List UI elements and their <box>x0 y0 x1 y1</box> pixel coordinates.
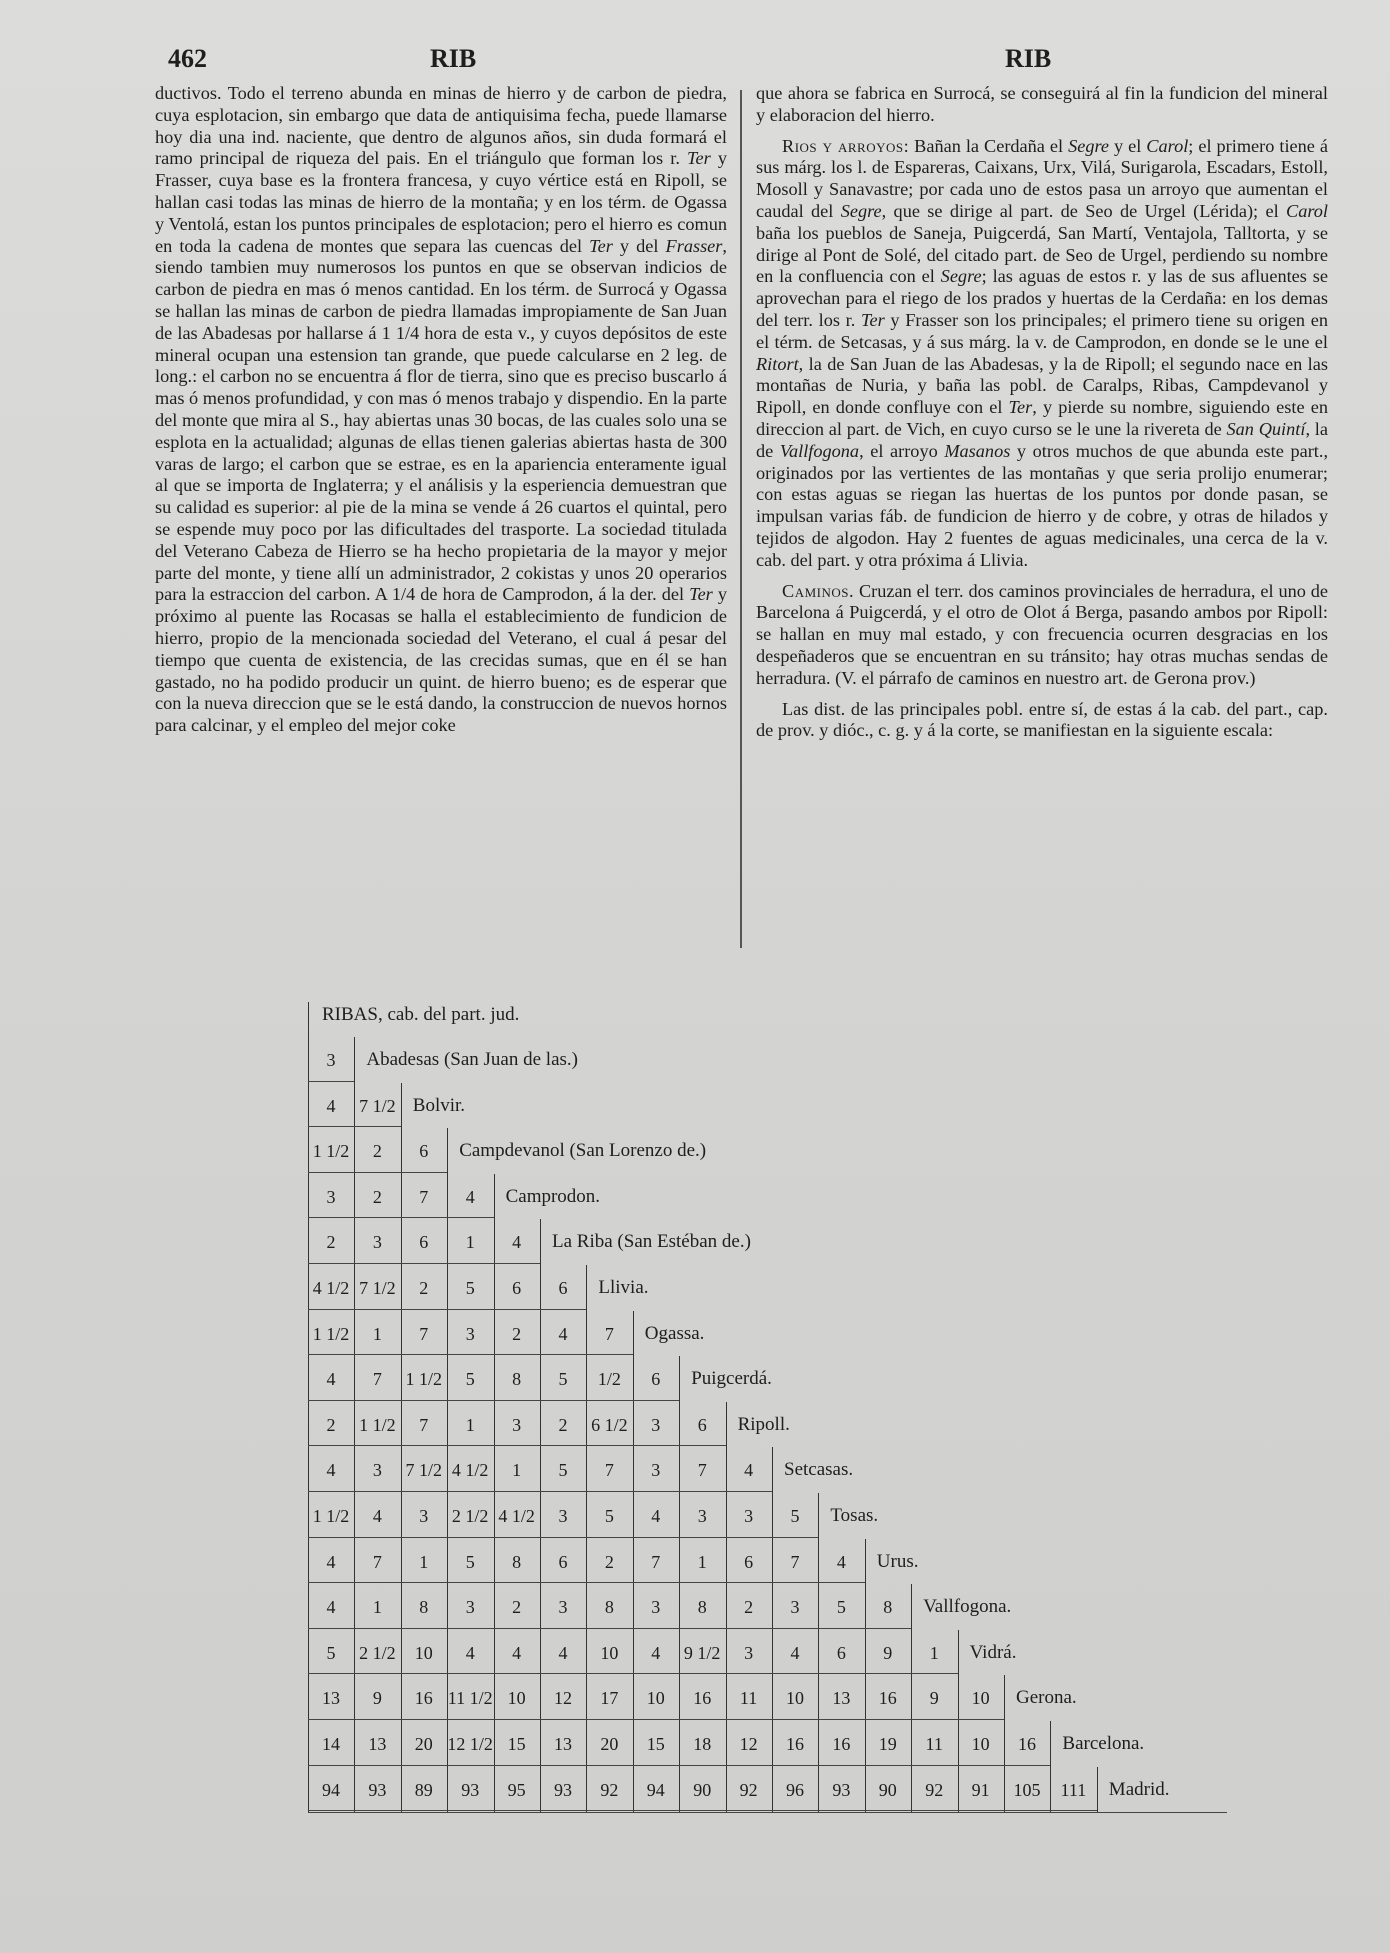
table-row-rule <box>308 1172 447 1173</box>
distance-cell: 10 <box>971 1734 990 1754</box>
distance-cell: 6 <box>512 1278 522 1298</box>
distance-cell: 7 <box>419 1186 429 1207</box>
town-label: Ripoll. <box>737 1413 790 1435</box>
distance-cell: 3 <box>372 1460 382 1481</box>
distance-cell: 12 <box>554 1688 572 1709</box>
table-caption: RIBAS, cab. del part. jud. <box>322 1004 520 1025</box>
rios-heading: Rios y arroyos: <box>782 135 910 156</box>
distance-cell: 10 <box>507 1688 526 1709</box>
distance-cell: 16 <box>414 1688 433 1709</box>
distance-cell: 1 <box>465 1232 475 1253</box>
distance-cell: 13 <box>322 1688 340 1709</box>
distance-cell: 7 <box>604 1323 614 1344</box>
town-label: Madrid. <box>1108 1778 1170 1800</box>
table-row-rule <box>308 1309 586 1310</box>
distance-cell: 7 <box>697 1460 707 1481</box>
town-label: La Riba (San Estéban de.) <box>552 1231 751 1253</box>
distance-cell: 6 <box>651 1369 661 1390</box>
table-row-rule <box>308 1491 772 1492</box>
distance-cell: 95 <box>507 1779 526 1800</box>
distance-cell: 4 <box>465 1186 475 1207</box>
distance-cell: 94 <box>646 1779 665 1800</box>
table-bottom-rule <box>308 1812 1227 1813</box>
distance-cell: 9 <box>372 1688 382 1709</box>
distance-cell: 8 <box>419 1597 429 1618</box>
distance-cell: 92 <box>600 1779 619 1800</box>
distance-cell: 92 <box>925 1779 944 1800</box>
distance-cell: 3 <box>465 1597 475 1618</box>
distance-cell: 5 <box>465 1278 475 1298</box>
distance-cell: 94 <box>322 1779 340 1800</box>
page-number: 462 <box>168 44 207 73</box>
distance-cell: 1 <box>697 1551 707 1572</box>
left-column-paragraph: ductivos. Todo el terreno abunda en minas de hierro y de carbon de piedra, cuya esplotacion, sin embargo que data de antiquisima fecha, puede llamarse hoy dia una ind. naciente, que dentro de algunos años, sin duda formará el ramo principal de riqueza del pais. En el triángulo que forman los r. Ter y Frasser, cuya base es la frontera francesa, y cuyo vértice está en Ripoll, se hallan casi todas las minas de hierro de la montaña; y en los térm. de Ogassa y Ventolá, estan los puntos principales de esplotacion; pero el hierro es comun en toda la cadena de montes que separa las cuencas del Ter y del Frasser, siendo tambien muy numerosos los puntos en que se observan indicios de carbon de piedra en mas ó menos cantidad. En los térm. de Surrocá y Ogassa se hallan las minas de carbon de piedra llamadas impropiamente de San Juan de las Abadesas por hallarse á 1 1/4 hora de esta v., y cuyos depósitos de este mineral ocupan una estension tan grande, que puede calcularse en 2 leg. de long.: el carbon no se encuentra á flor de tierra, sino que es preciso buscarlo á mas ó menos profundidad, y con mas ó menos trabajo y dispendio. En la parte del monte que mira al S., hay abiertas unas 30 bocas, de las cuales solo una se esplota en la actualidad; algunas de ellas tienen galerias abiertas hasta de 300 varas de largo; el carbon que se estrae, es en la apariencia enteramente igual al que se importa de Inglaterra; y el análisis y la esperiencia demuestran que su calidad es superior: al pie de la mina se vende á 26 cuartos el quintal, pero se espende muy poco por las dificultades del trasporte. La sociedad titulada del Veterano Cabeza de Hierro se ha hecho propietaria de la mayor y mejor parte del monte, y tiene allí un administrador, 2 cokistas y unos 20 operarios para la estraccion del carbon. A 1/4 de hora de Camprodon, á la der. del Ter y próximo al puente las Rocasas se halla el establecimiento de fundicion de hierro, propio de la mencionada sociedad del Veterano, el cual á pesar del tiempo que cuenta de existencia, de las crecidas sumas, que en él se han gastado, no ha podido producir un quint. de hierro bueno; es de esperar que con la nueva direccion que se le está dando, la construccion de nuevos hornos para calcinar, y el empleo del mejor coke <box>155 83 727 736</box>
table-row-rule <box>308 1582 865 1583</box>
distance-cell: 13 <box>554 1734 572 1754</box>
table-column-rule <box>586 1265 587 1812</box>
distance-cell: 7 1/2 <box>359 1095 396 1116</box>
distance-cell: 91 <box>971 1779 990 1800</box>
distance-cell: 93 <box>554 1779 572 1800</box>
distance-cell: 4 <box>512 1642 522 1663</box>
distance-cell: 13 <box>832 1688 851 1709</box>
distance-cell: 1 1/2 <box>405 1369 443 1390</box>
table-column-rule <box>494 1174 495 1812</box>
table-row-rule <box>308 1400 679 1401</box>
town-label: Vidrá. <box>969 1641 1017 1663</box>
running-head-left: RIB <box>430 44 477 73</box>
distance-cell: 19 <box>878 1734 897 1754</box>
distance-cell: 3 <box>790 1597 800 1618</box>
distance-cell: 96 <box>786 1779 804 1800</box>
distance-cell: 14 <box>322 1734 340 1754</box>
distance-cell: 3 <box>651 1414 661 1435</box>
table-row-rule <box>308 1081 354 1082</box>
distance-cell: 4 <box>512 1232 522 1253</box>
distance-cell: 4 <box>372 1506 382 1526</box>
distance-cell: 4 <box>465 1642 475 1663</box>
distance-cell: 4 <box>836 1551 846 1572</box>
distance-cell: 8 <box>512 1551 522 1572</box>
distance-cell: 3 <box>558 1506 568 1526</box>
distance-cell: 7 <box>419 1323 429 1344</box>
distance-cell: 6 <box>558 1551 568 1572</box>
distance-cell: 111 <box>1060 1779 1087 1800</box>
distance-cell: 1 <box>929 1642 939 1663</box>
distance-cell: 3 <box>372 1232 382 1253</box>
distance-cell: 6 <box>697 1414 707 1435</box>
distance-cell: 7 <box>419 1414 429 1435</box>
distance-cell: 2 <box>372 1186 382 1207</box>
town-label: Camprodon. <box>505 1185 601 1207</box>
distance-cell: 7 <box>372 1369 382 1390</box>
table-row-rule <box>308 1126 401 1127</box>
distance-cell: 7 <box>604 1460 614 1481</box>
caminos-heading: Caminos. <box>782 580 855 601</box>
running-head-right: RIB <box>1005 44 1052 73</box>
distance-cell: 92 <box>739 1779 758 1800</box>
distance-cell: 1 <box>372 1323 382 1344</box>
distance-cell: 1 1/2 <box>312 1506 350 1526</box>
town-label: Vallfogona. <box>923 1596 1012 1618</box>
town-label: Puigcerdá. <box>691 1368 772 1390</box>
distance-cell: 6 <box>419 1141 429 1162</box>
distance-cell: 4 <box>326 1460 336 1481</box>
distance-cell: 5 <box>558 1460 568 1481</box>
distance-cell: 2 <box>326 1414 336 1435</box>
distance-cell: 16 <box>878 1688 897 1709</box>
distance-cell: 93 <box>832 1779 851 1800</box>
distance-cell: 10 <box>414 1642 433 1663</box>
distance-cell: 4 <box>558 1642 568 1663</box>
table-column-rule <box>1097 1767 1098 1813</box>
distance-cell: 2 <box>419 1278 429 1298</box>
distance-cell: 5 <box>836 1597 846 1618</box>
distance-cell: 3 <box>419 1506 429 1526</box>
distance-cell: 4 1/2 <box>451 1460 489 1481</box>
town-label: Ogassa. <box>644 1322 705 1344</box>
distance-cell: 11 <box>739 1688 758 1709</box>
right-paragraph-continuation: que ahora se fabrica en Surrocá, se conseguirá al fin la fundicion del mineral y elaboracion del hierro. <box>756 83 1328 125</box>
town-label: Barcelona. <box>1062 1733 1145 1754</box>
distance-cell: 90 <box>693 1779 712 1800</box>
distance-cell: 7 <box>372 1551 382 1572</box>
table-row-rule <box>308 1217 494 1218</box>
distance-cell: 18 <box>693 1734 712 1754</box>
distances-intro: Las dist. de las principales pobl. entre sí, de estas á la cab. del part., cap. de prov. y dióc., c. g. y á la corte, se manifiestan en la siguiente escala: <box>756 698 1328 741</box>
distance-cell: 4 <box>326 1551 336 1572</box>
town-label: Abadesas (San Juan de las.) <box>366 1049 578 1070</box>
distance-cell: 17 <box>600 1688 619 1709</box>
distance-cell: 6 <box>419 1232 429 1253</box>
distance-cell: 16 <box>693 1688 712 1709</box>
distance-cell: 5 <box>465 1551 475 1572</box>
distance-cell: 1 <box>465 1414 475 1435</box>
table-row-rule <box>308 1445 726 1446</box>
distance-cell: 4 <box>651 1506 661 1526</box>
distance-cell: 20 <box>414 1734 433 1754</box>
distance-cell: 3 <box>558 1597 568 1618</box>
distance-cell: 12 1/2 <box>447 1734 493 1754</box>
distance-cell: 2 <box>604 1551 614 1572</box>
distance-cell: 8 <box>604 1597 614 1618</box>
distance-cell: 3 <box>512 1414 522 1435</box>
distance-cell: 10 <box>600 1642 619 1663</box>
table-row-rule <box>308 1263 540 1264</box>
distance-cell: 8 <box>697 1597 707 1618</box>
town-label: Llivia. <box>598 1277 649 1298</box>
distance-cell: 10 <box>646 1688 665 1709</box>
table-row-rule <box>308 1719 1004 1720</box>
distance-cell: 9 <box>883 1642 893 1663</box>
distance-cell: 3 <box>651 1460 661 1481</box>
distance-cell: 90 <box>878 1779 897 1800</box>
distance-cell: 12 <box>739 1734 758 1754</box>
distance-cell: 5 <box>326 1642 336 1663</box>
distance-cell: 1 <box>419 1551 429 1572</box>
town-label: Campdevanol (San Lorenzo de.) <box>459 1140 707 1162</box>
distance-cell: 1 1/2 <box>312 1141 350 1162</box>
distance-cell: 9 <box>929 1688 939 1709</box>
distance-cell: 13 <box>368 1734 387 1754</box>
town-label: Gerona. <box>1016 1687 1077 1709</box>
distance-cell: 16 <box>832 1734 851 1754</box>
distance-cell: 4 <box>326 1597 336 1618</box>
distance-cell: 3 <box>326 1186 336 1207</box>
distance-cell: 2 <box>512 1323 522 1344</box>
distance-cell: 105 <box>1013 1779 1041 1800</box>
distance-cell: 3 <box>744 1642 754 1663</box>
distance-cell: 8 <box>512 1369 522 1390</box>
town-label: Urus. <box>876 1550 919 1572</box>
distance-cell: 11 1/2 <box>447 1688 493 1709</box>
distance-cell: 2 <box>326 1232 336 1253</box>
distance-cell: 6 1/2 <box>591 1414 628 1435</box>
distance-cell: 10 <box>971 1688 990 1709</box>
distance-cell: 93 <box>461 1779 480 1800</box>
distance-cell: 7 <box>790 1551 800 1572</box>
distance-cell: 11 <box>925 1734 943 1754</box>
distance-cell: 2 <box>558 1414 568 1435</box>
town-label: Bolvir. <box>412 1094 466 1116</box>
distance-cell: 4 <box>790 1642 800 1663</box>
distance-cell: 7 <box>651 1551 661 1572</box>
rios-text: Bañan la Cerdaña el Segre y el Carol; el primero tiene á sus márg. los l. de Espareras, Caixans, Urx, Vilá, Surigarola, Escadars, Estoll, Mosoll y Sanavastre; por cada uno de estos pasa un arroyo que aumentan el caudal del Segre, que se dirige al part. de Seo de Urgel (Lérida); el Carol baña los pueblos de Saneja, Puigcerdá, San Martí, Ventajola, Talltorta, y se dirige al Pont de Solé, del citado part. de Seo de Urgel, perdiendo su nombre en la confluencia con el Segre; las aguas de estos r. y las de sus afluentes se aprovechan para el riego de los prados y huertas de la Cerdaña: en los demas del terr. los r. Ter y Frasser son los principales; el primero tiene su origen en el térm. de Setcasas, y á sus márg. la v. de Camprodon, en donde se le une el Ritort, la de San Juan de las Abadesas, y la de Ripoll; el segundo nace en las montañas de Nuria, y baña las pobl. de Caralps, Ribas, Campdevanol y Ripoll, en donde confluye con el Ter, y pierde su nombre, siguiendo este en direccion al part. de Vich, en cuyo curso se le une la rivereta de San Quintí, la de Vallfogona, el arroyo Masanos y otros muchos de que abunda este part., originados por las vertientes de las montañas y que seria prolijo enumerar; con estas aguas se riegan las huertas de los puntos por donde pasan, se impulsan varias fáb. de fundicion de hierro y de cobre, y otras de hilados y tejidos de algodon. Hay 2 fuentes de aguas medicinales, una cerca de la v. cab. del part. y otra próxima á Llivia. <box>756 135 1329 570</box>
distance-cell: 1/2 <box>597 1369 621 1390</box>
distance-cell: 4 1/2 <box>312 1278 350 1298</box>
distance-cell: 9 1/2 <box>683 1642 721 1663</box>
distance-cell: 1 1/2 <box>312 1323 350 1344</box>
distance-cell: 1 <box>512 1460 522 1481</box>
distance-cell: 3 <box>465 1323 475 1344</box>
table-row-rule <box>308 1537 818 1538</box>
distance-cell: 5 <box>465 1369 475 1390</box>
distance-cell: 1 1/2 <box>359 1414 396 1435</box>
distance-cell: 4 <box>651 1642 661 1663</box>
distance-cell: 2 <box>744 1597 754 1618</box>
town-label: Setcasas. <box>784 1459 854 1481</box>
distance-cell: 93 <box>368 1779 387 1800</box>
distance-cell: 89 <box>414 1779 433 1800</box>
table-row-rule <box>308 1810 1097 1811</box>
distance-cell: 3 <box>326 1050 336 1070</box>
table-row-rule <box>308 1628 911 1629</box>
distance-cell: 5 <box>604 1506 614 1526</box>
distance-cell: 2 1/2 <box>451 1506 489 1526</box>
distance-cell: 2 <box>372 1141 382 1162</box>
distance-cell: 4 1/2 <box>498 1506 535 1526</box>
distance-cell: 1 <box>372 1597 382 1618</box>
distance-cell: 3 <box>651 1597 661 1618</box>
distance-cell: 8 <box>883 1597 893 1618</box>
table-row-rule <box>308 1354 633 1355</box>
distance-cell: 15 <box>646 1734 665 1754</box>
distance-cell: 5 <box>790 1506 800 1526</box>
distance-cell: 4 <box>558 1323 568 1344</box>
distance-cell: 7 1/2 <box>359 1278 396 1298</box>
distance-cell: 5 <box>558 1369 568 1390</box>
distance-cell: 16 <box>1018 1734 1036 1754</box>
distance-cell: 4 <box>326 1369 336 1390</box>
table-column-rule <box>772 1447 773 1812</box>
town-label: Tosas. <box>830 1505 879 1526</box>
distance-cell: 20 <box>600 1734 619 1754</box>
distance-cell: 3 <box>744 1506 754 1526</box>
distance-cell: 3 <box>697 1506 707 1526</box>
table-row-rule <box>308 1765 1050 1766</box>
distance-cell: 7 1/2 <box>405 1460 443 1481</box>
distance-cell: 10 <box>786 1688 804 1709</box>
table-row-rule <box>308 1673 958 1674</box>
distance-cell: 6 <box>744 1551 754 1572</box>
distance-cell: 2 <box>512 1597 522 1618</box>
distance-cell: 4 <box>326 1095 336 1116</box>
distance-cell: 6 <box>558 1278 568 1298</box>
distance-cell: 15 <box>507 1734 526 1754</box>
distance-cell: 16 <box>786 1734 804 1754</box>
table-column-rule <box>865 1539 866 1813</box>
caminos-text: Cruzan el terr. dos caminos provinciales de herradura, el uno de Barcelona á Puigcerdá, y el otro de Olot á Berga, pasando ambos por Ripoll: se hallan en muy mal estado, y con frecuencia ocurren desgracias en los despeñaderos que se encuentran en su tránsito; hay otras muchas sendas de herradura. (V. el párrafo de caminos en nuestro art. de Gerona prov.) <box>756 580 1328 688</box>
distance-cell: 2 1/2 <box>359 1642 396 1663</box>
distance-cell: 6 <box>836 1642 846 1663</box>
distance-cell: 4 <box>744 1460 754 1481</box>
